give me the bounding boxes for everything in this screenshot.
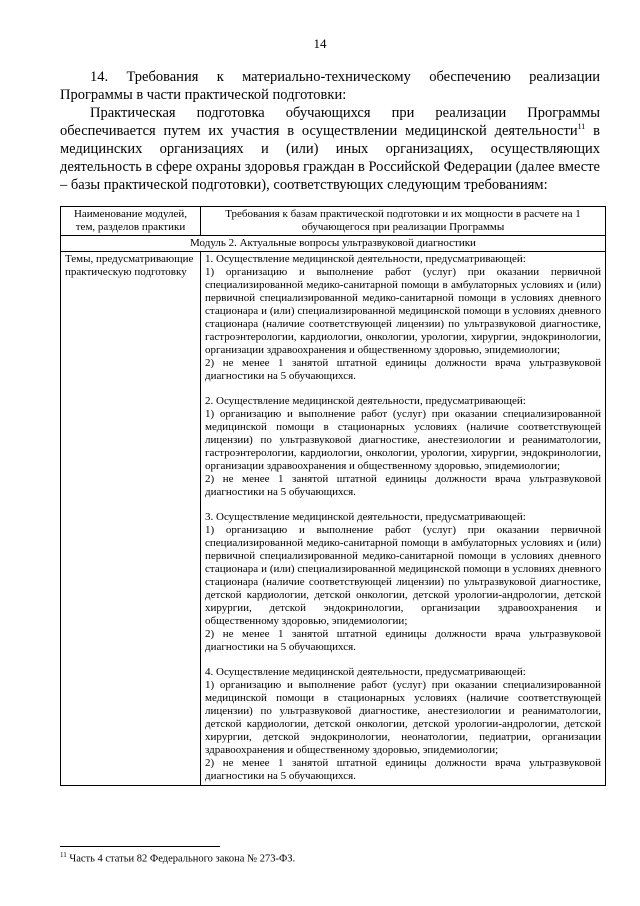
block-item: 2) не менее 1 занятой штатной единицы должности врача ультразвуковой диагностики на 5 обучающихся. (205, 357, 601, 382)
requirement-block-1 (205, 253, 601, 383)
section-heading: 14. Требования к материально-техническому обеспечению реализации Программы в части практической подготовки: (60, 69, 600, 103)
block-item: 1) организацию и выполнение работ (услуг) при оказании первичной специализированной медико-санитарной помощи в амбулаторных условиях и (или) первичной специализированной медико-санитарной помощи в условиях дневного стационара и (или) специализированной медицинской помощи в условиях дневного стационара (наличие соответствующей лицензии) по ультразвуковой диагностике, детской кардиологии, детской онкологии, детской урологии-андрологии, детской хирургии, детской эндокринологии, организации здравоохранения и общественному здоровью, эпидемиологии; (205, 524, 601, 627)
row-label: Темы, предусматривающие практическую подготовку (61, 252, 201, 786)
table-header-row (61, 207, 606, 236)
intro-paragraph (60, 104, 600, 194)
requirements-table (60, 206, 606, 786)
block-item: 1) организацию и выполнение работ (услуг) при оказании первичной специализированной медико-санитарной помощи в амбулаторных условиях и (или) первичной специализированной медико-санитарной помощи в условиях дневного стационара и (или) специализированной медицинской помощи в условиях дневного стационара (наличие соответствующей лицензии) по ультразвуковой диагностике, гастроэнтерологии, кардиологии, онкологии, урологии, хирургии, эндокринологии, организации здравоохранения и общественному здоровью, эпидемиологии; (205, 266, 601, 356)
block-item: 2) не менее 1 занятой штатной единицы должности врача ультразвуковой диагностики на 5 обучающихся. (205, 473, 601, 498)
table-row (61, 252, 606, 786)
footnote-text: Часть 4 статьи 82 Федерального закона № 273-ФЗ. (66, 853, 296, 865)
block-title: 1. Осуществление медицинской деятельности, предусматривающей: (205, 253, 526, 265)
footnote (60, 851, 295, 865)
requirement-block-3 (205, 511, 601, 654)
page-number: 14 (313, 36, 327, 51)
header-col2: Требования к базам практической подготовки и их мощности в расчете на 1 обучающегося при реализации Программы (201, 207, 606, 236)
intro-text: Практическая подготовка обучающихся при реализации Программы обеспечивается путем их участия в осуществлении медицинской деятельности (60, 105, 600, 139)
block-item: 1) организацию и выполнение работ (услуг) при оказании специализированной медицинской помощи в стационарных условиях (наличие соответствующей лицензии) по ультразвуковой диагностике, анестезиологии и реаниматологии, гастроэнтерологии, кардиологии, онкологии, урологии, хирургии, эндокринологии, организации здравоохранения и общественному здоровью, эпидемиологии; (205, 408, 601, 472)
block-item: 2) не менее 1 занятой штатной единицы должности врача ультразвуковой диагностики на 5 обучающихся. (205, 757, 601, 782)
footnote-number: 11 (60, 851, 67, 859)
header-col1: Наименование модулей, тем, разделов практики (61, 207, 201, 236)
requirement-block-4 (205, 666, 601, 783)
module-title: Модуль 2. Актуальные вопросы ультразвуковой диагностики (61, 236, 606, 252)
block-title: 2. Осуществление медицинской деятельности, предусматривающей: (205, 395, 526, 407)
intro-continuation: в медицинских организациях и (или) иных организациях, осуществляющих деятельность в сфере охраны здоровья граждан в Российской Федерации (далее вместе – базы практической подготовки), соответствующих следующим требованиям: (60, 123, 600, 193)
block-item: 1) организацию и выполнение работ (услуг) при оказании специализированной медицинской помощи в стационарных условиях (наличие соответствующей лицензии) по ультразвуковой диагностике, анестезиологии и реаниматологии, детской кардиологии, детской онкологии, детской урологии-андрологии, детской хирургии, детской эндокринологии, неонатологии, педиатрии, организации здравоохранения и общественному здоровью, эпидемиологии; (205, 679, 601, 756)
footnote-reference: 11 (577, 122, 586, 132)
block-title: 4. Осуществление медицинской деятельности, предусматривающей: (205, 666, 526, 678)
block-item: 2) не менее 1 занятой штатной единицы должности врача ультразвуковой диагностики на 5 обучающихся. (205, 628, 601, 653)
requirement-block-2 (205, 395, 601, 499)
block-title: 3. Осуществление медицинской деятельности, предусматривающей: (205, 511, 526, 523)
requirements-cell (201, 252, 606, 786)
footnote-divider (60, 846, 220, 847)
module-row (61, 236, 606, 252)
